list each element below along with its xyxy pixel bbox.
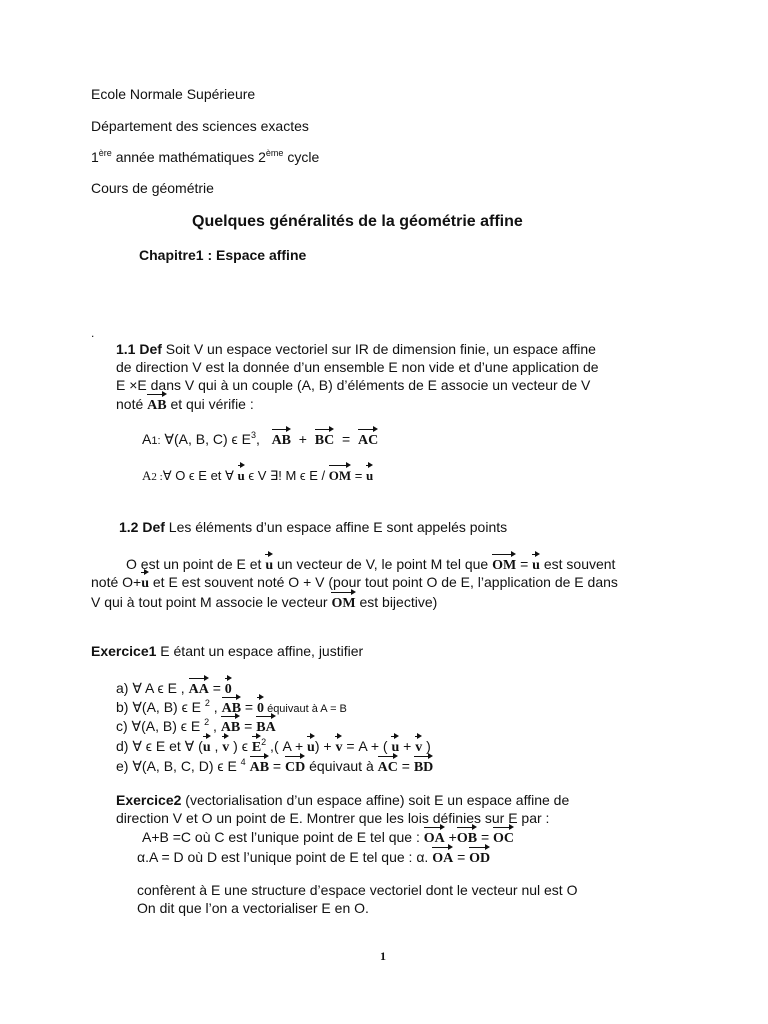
exercise2-line1: Exercice2 (vectorialisation d’un espace affine) soit E un espace affine de <box>116 792 570 808</box>
exercise2-line3: A+B =C où C est l’unique point de E tel que : OA +OB = OC <box>142 829 515 846</box>
exercise2-line4: α.A = D où D est l’unique point de E tel que : α. OA = OD <box>137 849 491 866</box>
chapter-title: Chapitre1 : Espace affine <box>139 247 307 263</box>
document-title: Quelques généralités de la géométrie affine <box>192 213 523 230</box>
para-line2: noté O+u et E est souvent noté O + V (pour tout point O de E, l’application de E dans <box>91 574 618 591</box>
stray-dot: . <box>91 326 95 340</box>
year-line: 1ère année mathématiques 2ème cycle <box>91 148 320 165</box>
para-line1: O est un point de E et u un vecteur de V, le point M tel que OM = u est souvent <box>126 556 616 573</box>
def11-line3: E ×E dans V qui à un couple (A, B) d’éléments de E associe un vecteur de V <box>116 377 591 393</box>
axiom-a1: A1: ∀(A, B, C) ϵ $E^3$, AB + BC = AC <box>142 430 379 448</box>
exercise2-line5: confèrent à E une structure d’espace vectoriel dont le vecteur nul est O <box>137 882 578 898</box>
exercise1-heading: Exercice1 E étant un espace affine, justifier <box>91 643 364 659</box>
school-name: Ecole Normale Supérieure <box>91 86 256 102</box>
para-line3: V qui à tout point M associe le vecteur OM est bijective) <box>91 594 438 611</box>
axiom-a2: A2 :∀ O ϵ E et ∀ u ϵ V ∃! M ϵ E / OM = u <box>142 468 374 483</box>
exercise1-item-d: d) ∀ ϵ E et ∀ (u , v ) ϵ $E^2$ ,( A + u) + v = A + ( u + v ) <box>116 737 431 755</box>
exercise1-item-a: a) ∀ A ϵ E , AA = 0 <box>116 680 232 697</box>
exercise2-line6: On dit que l’on a vectorialiser E en O. <box>137 900 369 916</box>
def11-line1: 1.1 Def Soit V un espace vectoriel sur IR de dimension finie, un espace affine <box>116 341 596 357</box>
def11-line2: de direction V est la donnée d’un ensemble E non vide et d’une application de <box>116 359 599 375</box>
exercise1-item-b: b) ∀(A, B) ϵ E $^2$ , AB = 0 équivaut à A = B <box>116 698 347 716</box>
page-number: 1 <box>380 949 386 963</box>
def12-line: 1.2 Def Les éléments d’un espace affine E sont appelés points <box>119 519 508 535</box>
def11-line4: noté AB et qui vérifie : <box>116 396 254 413</box>
department-name: Département des sciences exactes <box>91 118 309 134</box>
exercise1-item-c: c) ∀(A, B) ϵ E $^2$ , AB = BA <box>116 717 276 735</box>
exercise1-item-e: e) ∀(A, B, C, D) ϵ E $^4$ AB = CD équivaut à AC = BD <box>116 757 434 775</box>
course-name: Cours de géométrie <box>91 180 214 196</box>
exercise2-line2: direction V et O un point de E. Montrer que les lois définies sur E par : <box>116 810 550 826</box>
